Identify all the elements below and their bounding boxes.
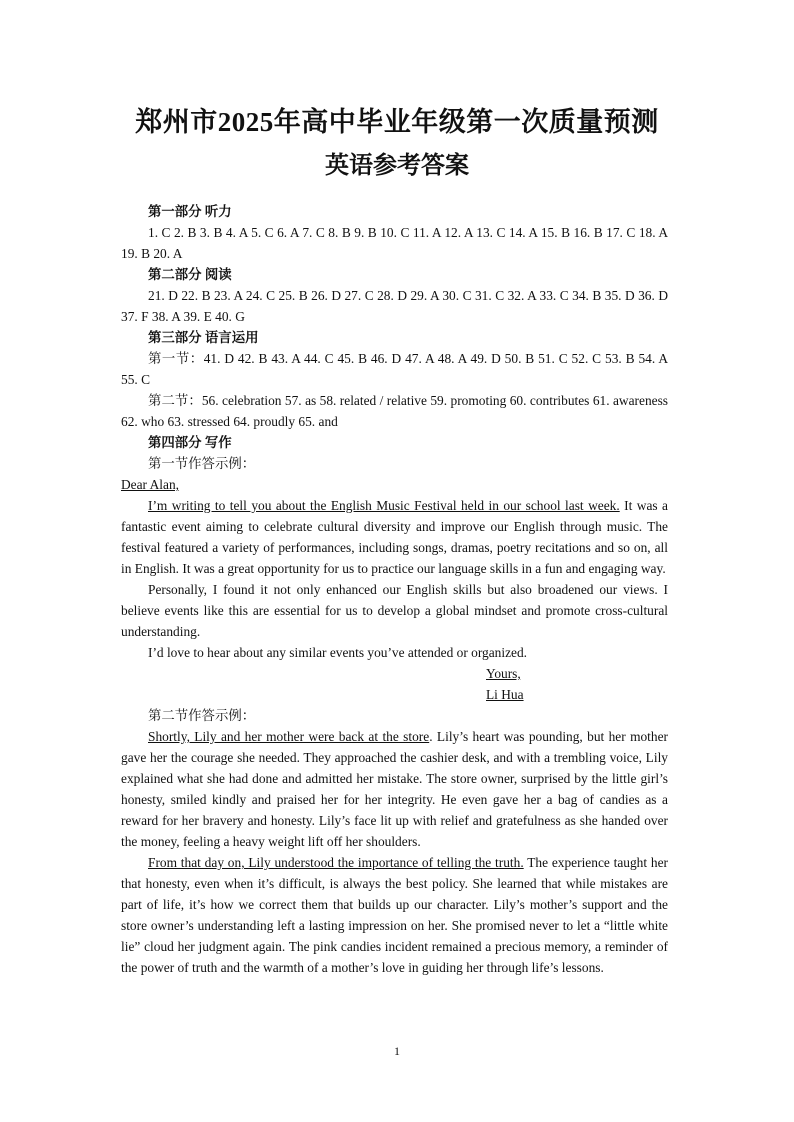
answer-content [121,201,668,978]
part1-answers: 1. C 2. B 3. B 4. A 5. C 6. A 7. C 8. B 9. B 10. C 11. A 12. A 13. C 14. A 15. B 16. B 17. C 18. A 19. B 20. A [121,225,668,261]
part3-heading: 第三部分 语言运用 [148,330,259,345]
part4-section2-label: 第二节作答示例： [148,708,256,723]
letter-closing: Yours, [486,666,521,681]
story-paragraph-2 [121,852,668,978]
part2-answers: 21. D 22. B 23. A 24. C 25. B 26. D 27. C 28. D 29. A 30. C 31. C 32. A 33. C 34. B 35. D 36. D 37. F 38. A 39. E 40. G [121,288,668,324]
letter-underlined-opening: I’m writing to tell you about the English Music Festival held in our school last week. [148,498,620,513]
story-paragraph-1 [121,726,668,852]
part2-heading: 第二部分 阅读 [148,267,232,282]
part4-heading: 第四部分 写作 [148,435,232,450]
letter-paragraph-3: I’d love to hear about any similar events you’ve attended or organized. [148,645,528,660]
part4-section1-label: 第一节作答示例： [148,456,256,471]
document-subtitle: 英语参考答案 [325,153,469,179]
document-title: 郑州市2025年高中毕业年级第一次质量预测 [135,107,659,137]
part3-section1-answers: 第一节：41. D 42. B 43. A 44. C 45. B 46. D 47. A 48. A 49. D 50. B 51. C 52. C 53. B 54. A 55. C [121,351,668,387]
letter-salutation: Dear Alan, [121,477,180,492]
story-paragraph-1-text: . Lily’s heart was pounding, but her mother gave her the courage she needed. They approached the cashier desk, and with a trembling voice, Lily explained what she had done and admitted her mistake. The store owner, surprised by the little girl’s honesty, smiled kindly and praised her for her integrity. He even gave her a bag of candies as a reward for her bravery and honesty. Lily’s face lit up with relief and gratefulness as she handed over the money, feeling a heavy weight lift off her shoulders. [121,729,668,849]
story-paragraph-2-text: The experience taught her that honesty, even when it’s difficult, is always the best policy. She learned that while mistakes are part of life, it’s how we correct them that builds up our character. Lily’s mother’s support and the store owner’s understanding left a lasting impression on her. She promised never to let a “little white lie” cloud her judgment again. The pink candies incident remained a precious memory, a reminder of the power of truth and the warmth of a mother’s love in guiding her through life’s lessons. [121,855,668,975]
part3-section2-answers: 第二节：56. celebration 57. as 58. related / relative 59. promoting 60. contributes 61. awareness 62. who 63. stressed 64. proudly 65. and [121,393,668,429]
letter-signature: Li Hua [486,687,524,702]
part1-heading: 第一部分 听力 [148,204,232,219]
story-underlined-opening-2: From that day on, Lily understood the importance of telling the truth. [148,855,524,870]
letter-paragraph-2: Personally, I found it not only enhanced our English skills but also broadened our views. I believe events like this are essential for us to develop a global mindset and promote cross-cultural understanding. [121,582,668,639]
letter-paragraph-1-text: It was a fantastic event aiming to celebrate cultural diversity and improve our English through music. The festival featured a variety of performances, including songs, dramas, poetry recitations and so on, all in English. It was a great opportunity for us to practice our language skills in a fun and engaging way. [121,498,668,576]
story-underlined-opening-1: Shortly, Lily and her mother were back at the store [148,729,430,744]
page-number: 1 [394,1044,400,1058]
letter-paragraph-1 [121,495,668,579]
